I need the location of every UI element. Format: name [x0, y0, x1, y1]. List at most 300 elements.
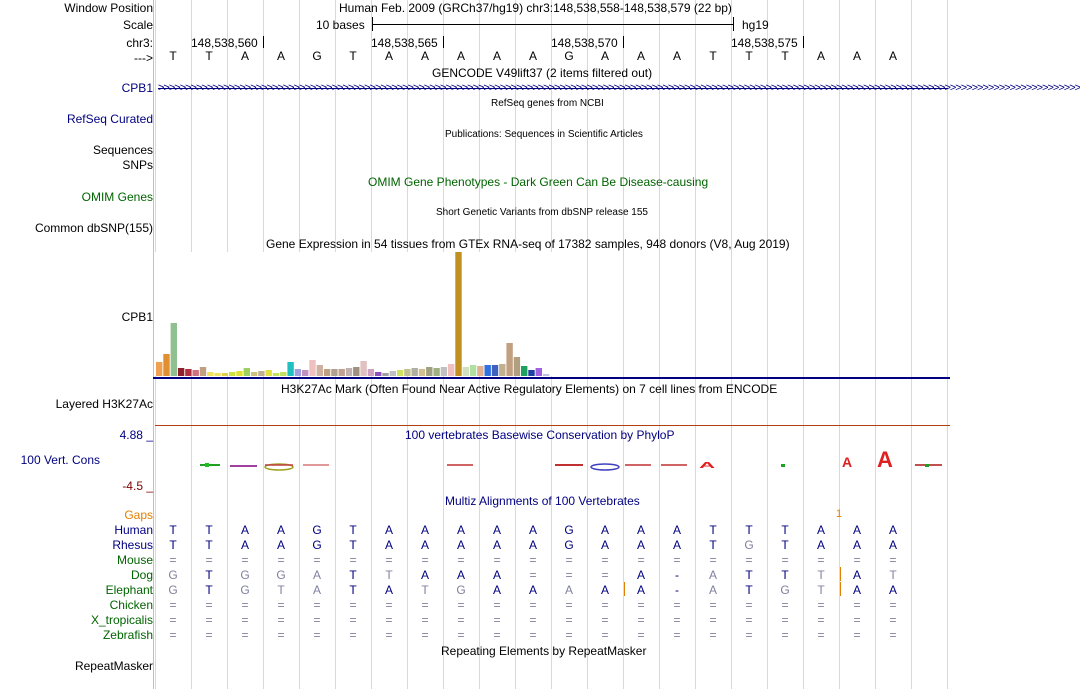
base-letter: T [745, 49, 753, 63]
ruler-tick [443, 36, 444, 48]
aligned-base: A [636, 538, 645, 552]
base-gridline [911, 0, 912, 689]
aligned-base: T [205, 523, 213, 537]
aligned-base: = [313, 553, 321, 567]
aligned-base: T [349, 583, 357, 597]
aligned-base: = [709, 613, 717, 627]
species-label[interactable]: Mouse [116, 553, 153, 567]
aligned-base: = [241, 613, 249, 627]
dbsnp-track-title[interactable]: Short Genetic Variants from dbSNP release 155 [436, 207, 648, 218]
aligned-base: = [205, 598, 213, 612]
repeatmasker-track-label[interactable]: RepeatMasker [74, 659, 153, 673]
base-letter: T [205, 49, 213, 63]
gtex-tissue-bar[interactable] [397, 370, 403, 376]
gtex-tissue-bar[interactable] [470, 365, 476, 376]
aligned-base: = [169, 598, 177, 612]
aligned-base: T [817, 583, 825, 597]
aligned-base: T [745, 583, 753, 597]
aligned-base: G [276, 568, 286, 582]
aligned-base: = [889, 628, 897, 642]
aligned-base: = [205, 628, 213, 642]
aligned-base: A [600, 538, 609, 552]
aligned-base: = [637, 628, 645, 642]
aligned-base: = [817, 613, 825, 627]
aligned-base: T [781, 568, 789, 582]
gtex-tissue-bar[interactable] [287, 362, 293, 376]
aligned-base: = [169, 628, 177, 642]
gtex-tissue-bar[interactable] [353, 367, 359, 376]
base-letter: A [816, 49, 825, 63]
aligned-base: = [457, 553, 465, 567]
aligned-base: A [492, 538, 501, 552]
aligned-base: = [853, 553, 861, 567]
aligned-base: = [313, 613, 321, 627]
gtex-bar-chart[interactable] [155, 252, 575, 378]
aligned-base: A [276, 538, 285, 552]
aligned-base: = [673, 553, 681, 567]
gtex-tissue-bar[interactable] [207, 372, 213, 376]
aligned-base: A [600, 583, 609, 597]
aligned-base: = [601, 598, 609, 612]
snps-track-label[interactable]: SNPs [122, 158, 153, 172]
aligned-base: T [169, 523, 177, 537]
aligned-base: = [637, 553, 645, 567]
sequences-track-label[interactable]: Sequences [92, 143, 153, 157]
gtex-track-label[interactable]: CPB1 [121, 310, 153, 324]
aligned-base: = [673, 613, 681, 627]
aligned-base: = [781, 553, 789, 567]
gtex-tissue-bar[interactable] [543, 374, 549, 376]
aligned-base: = [745, 628, 753, 642]
aligned-base: = [277, 553, 285, 567]
base-letter: A [456, 49, 465, 63]
aligned-base: T [889, 568, 897, 582]
gtex-tissue-bar[interactable] [463, 367, 469, 376]
gtex-tissue-bar[interactable] [426, 367, 432, 376]
aligned-base: T [817, 568, 825, 582]
aligned-base: T [421, 583, 429, 597]
gencode-track-label[interactable]: CPB1 [121, 81, 153, 95]
aligned-base: A [672, 523, 681, 537]
gtex-tissue-bar[interactable] [244, 368, 250, 376]
aligned-base: = [601, 568, 609, 582]
publications-track-title[interactable]: Publications: Sequences in Scientific Articles [445, 129, 643, 140]
insertion-marker [624, 582, 625, 596]
aligned-base: A [852, 523, 861, 537]
aligned-base: = [457, 613, 465, 627]
aligned-base: A [384, 523, 393, 537]
gtex-tissue-bar[interactable] [266, 370, 272, 376]
aligned-base: = [745, 553, 753, 567]
gtex-tissue-bar[interactable] [193, 370, 199, 376]
gtex-tissue-bar[interactable] [514, 357, 520, 376]
aligned-base: A [384, 583, 393, 597]
gap-count-mark: 1 [836, 508, 843, 520]
h3k27ac-track-label[interactable]: Layered H3K27Ac [55, 397, 153, 411]
gtex-tissue-bar[interactable] [171, 323, 177, 376]
gtex-tissue-bar[interactable] [222, 373, 228, 376]
aligned-base: = [277, 628, 285, 642]
aligned-base: A [240, 523, 249, 537]
aligned-base: = [565, 628, 573, 642]
aligned-base: T [745, 568, 753, 582]
window-position-label: Window Position [64, 1, 153, 15]
gtex-tissue-bar[interactable] [156, 362, 162, 376]
aligned-base: T [781, 538, 789, 552]
base-letter: T [709, 49, 717, 63]
aligned-base: A [888, 523, 897, 537]
base-gridline [947, 0, 948, 689]
aligned-base: G [240, 568, 250, 582]
aligned-base: = [565, 553, 573, 567]
aligned-base: = [637, 598, 645, 612]
aligned-base: = [349, 553, 357, 567]
gtex-tissue-bar[interactable] [163, 354, 169, 376]
gtex-tissue-bar[interactable] [412, 368, 418, 376]
species-label[interactable]: Elephant [105, 583, 153, 597]
aligned-base: T [277, 583, 285, 597]
gtex-tissue-bar[interactable] [528, 370, 534, 376]
aligned-base: = [529, 568, 537, 582]
gtex-tissue-bar[interactable] [441, 367, 447, 376]
base-letter: A [600, 49, 609, 63]
gtex-tissue-bar[interactable] [492, 365, 498, 376]
phylop-track-label[interactable]: 100 Vert. Cons [20, 453, 100, 467]
label-divider [153, 0, 154, 689]
omim-track-label[interactable]: OMIM Genes [81, 190, 153, 204]
h3k27ac-track-title[interactable]: H3K27Ac Mark (Often Found Near Active Regulatory Elements) on 7 cell lines from ENCODE [281, 382, 778, 396]
species-label[interactable]: Zebrafish [102, 628, 153, 642]
base-letter: A [384, 49, 393, 63]
gtex-tissue-bar[interactable] [214, 373, 220, 376]
gtex-tissue-bar[interactable] [229, 372, 235, 376]
insertion-marker [840, 582, 841, 596]
omim-track-title[interactable]: OMIM Gene Phenotypes - Dark Green Can Be Disease-causing [368, 175, 709, 189]
aligned-base: A [636, 523, 645, 537]
base-letter: A [420, 49, 429, 63]
aligned-base: A [312, 568, 321, 582]
aligned-base: G [744, 538, 754, 552]
base-letter: A [240, 49, 249, 63]
aligned-base: A [816, 523, 825, 537]
species-label[interactable]: Human [114, 523, 153, 537]
aligned-base: = [745, 613, 753, 627]
aligned-base: = [313, 628, 321, 642]
track-separator [153, 377, 950, 379]
aligned-base: = [601, 628, 609, 642]
aligned-base: A [852, 568, 861, 582]
phylop-track-title[interactable]: 100 vertebrates Basewise Conservation by PhyloP [405, 428, 675, 442]
aligned-base: A [708, 568, 717, 582]
aligned-base: = [493, 553, 501, 567]
gtex-tissue-bar[interactable] [375, 372, 381, 376]
aligned-base: = [817, 553, 825, 567]
dbsnp-track-label[interactable]: Common dbSNP(155) [34, 221, 153, 235]
scale-bar-right-tick [733, 17, 734, 31]
species-label[interactable]: Dog [130, 568, 153, 582]
refseq-track-title[interactable]: RefSeq genes from NCBI [491, 98, 604, 109]
aligned-base: = [889, 553, 897, 567]
gene-cpb1-feature[interactable]: >>>>>>>>>>>>>>>>>>>>>>>>>>>>>>>>>>>>>>>>>>>>>>>>>>>>>>>>>>>>>>>>>>>>>>>>>>>>>>>>>>>>>>>>>>>>>>>>>>>>>>>>>>>>>>>>>>>>>>>>>>>>>>>>>>>>>>>>>>>>>>>>>>>>>>>>>>>>>>>>>>>>>>>>>> [158, 82, 1080, 94]
aligned-base: = [529, 613, 537, 627]
gtex-tissue-bar[interactable] [280, 372, 286, 376]
gtex-tissue-bar[interactable] [477, 366, 483, 376]
gtex-tissue-bar[interactable] [317, 365, 323, 376]
aligned-base: G [456, 583, 466, 597]
base-letter: A [276, 49, 285, 63]
aligned-base: = [385, 613, 393, 627]
gtex-tissue-bar[interactable] [360, 361, 366, 376]
aligned-base: = [709, 628, 717, 642]
repeatmasker-track-title[interactable]: Repeating Elements by RepeatMasker [441, 644, 647, 658]
aligned-base: A [708, 583, 717, 597]
aligned-base: = [457, 598, 465, 612]
aligned-base: = [241, 628, 249, 642]
aligned-base: = [529, 628, 537, 642]
base-letter: A [636, 49, 645, 63]
aligned-base: T [349, 523, 357, 537]
svg-text:A: A [877, 447, 893, 472]
svg-text:A: A [842, 454, 853, 470]
ruler-tick [803, 36, 804, 48]
aligned-base: = [277, 598, 285, 612]
aligned-base: = [673, 598, 681, 612]
svg-text:A: A [698, 460, 716, 470]
aligned-base: = [889, 598, 897, 612]
gtex-tissue-bar[interactable] [433, 368, 439, 376]
aligned-base: T [205, 583, 213, 597]
base-letter: G [312, 49, 322, 63]
phylop-max-label: 4.88 _ [119, 428, 153, 442]
h3k27ac-signal-line [155, 425, 950, 426]
aligned-base: = [493, 613, 501, 627]
aligned-base: A [456, 568, 465, 582]
aligned-base: = [169, 613, 177, 627]
aligned-base: = [709, 598, 717, 612]
aligned-base: T [745, 523, 753, 537]
phylop-min-label: -4.5 _ [122, 479, 153, 493]
aligned-base: = [385, 553, 393, 567]
gtex-tissue-bar[interactable] [536, 368, 542, 376]
gtex-tissue-bar[interactable] [346, 368, 352, 376]
gtex-tissue-bar[interactable] [302, 370, 308, 376]
aligned-base: = [565, 568, 573, 582]
aligned-base: A [384, 538, 393, 552]
aligned-base: = [565, 613, 573, 627]
base-letter: A [888, 49, 897, 63]
aligned-base: = [781, 598, 789, 612]
scale-text: 10 bases [316, 18, 365, 32]
aligned-base: T [205, 538, 213, 552]
scale-bar [372, 24, 733, 25]
aligned-base: = [709, 553, 717, 567]
gtex-tissue-bar[interactable] [382, 373, 388, 376]
gtex-tissue-bar[interactable] [448, 364, 454, 376]
aligned-base: G [168, 568, 178, 582]
aligned-base: = [349, 613, 357, 627]
aligned-base: G [168, 583, 178, 597]
aligned-base: = [817, 628, 825, 642]
aligned-base: = [169, 553, 177, 567]
aligned-base: = [313, 598, 321, 612]
aligned-base: = [853, 613, 861, 627]
aligned-base: - [675, 583, 679, 597]
aligned-base: = [889, 613, 897, 627]
aligned-base: = [853, 598, 861, 612]
gtex-tissue-bar[interactable] [485, 365, 491, 376]
gtex-tissue-bar[interactable] [258, 371, 264, 376]
gtex-tissue-bar[interactable] [273, 373, 279, 376]
aligned-base: = [385, 598, 393, 612]
aligned-base: T [709, 538, 717, 552]
aligned-base: A [636, 568, 645, 582]
aligned-base: G [564, 538, 574, 552]
aligned-base: = [241, 598, 249, 612]
aligned-base: T [781, 523, 789, 537]
aligned-base: = [205, 613, 213, 627]
aligned-base: = [637, 613, 645, 627]
gtex-tissue-bar[interactable] [499, 364, 505, 376]
base-letter: A [528, 49, 537, 63]
aligned-base: G [312, 538, 322, 552]
aligned-base: T [349, 538, 357, 552]
scale-bar-left-tick [372, 17, 373, 31]
aligned-base: T [205, 568, 213, 582]
aligned-base: A [852, 583, 861, 597]
strand-label: ---> [134, 51, 153, 65]
aligned-base: = [493, 628, 501, 642]
gtex-track-title[interactable]: Gene Expression in 54 tissues from GTEx RNA-seq of 17382 samples, 948 donors (V8, Aug 2019) [266, 237, 790, 251]
base-letter: T [349, 49, 357, 63]
gtex-tissue-bar[interactable] [368, 369, 374, 376]
aligned-base: A [492, 523, 501, 537]
aligned-base: = [781, 628, 789, 642]
aligned-base: G [780, 583, 790, 597]
aligned-base: = [565, 598, 573, 612]
aligned-base: A [528, 523, 537, 537]
aligned-base: = [421, 613, 429, 627]
base-letter: A [492, 49, 501, 63]
aligned-base: = [205, 553, 213, 567]
aligned-base: A [312, 583, 321, 597]
aligned-base: - [675, 568, 679, 582]
gtex-tissue-bar[interactable] [339, 369, 345, 376]
gencode-track-title[interactable]: GENCODE V49lift37 (2 items filtered out) [432, 66, 653, 80]
aligned-base: G [312, 523, 322, 537]
aligned-base: = [781, 613, 789, 627]
aligned-base: = [529, 553, 537, 567]
aligned-base: A [672, 538, 681, 552]
aligned-base: = [493, 598, 501, 612]
aligned-base: = [601, 553, 609, 567]
species-label[interactable]: Chicken [109, 598, 153, 612]
aligned-base: A [888, 538, 897, 552]
aligned-base: A [888, 583, 897, 597]
aligned-base: A [636, 583, 645, 597]
chr-label: chr3: [126, 36, 153, 50]
aligned-base: = [421, 628, 429, 642]
base-letter: G [564, 49, 574, 63]
aligned-base: T [169, 538, 177, 552]
gtex-tissue-bar[interactable] [404, 369, 410, 376]
aligned-base: T [349, 568, 357, 582]
assembly-position-text[interactable]: Human Feb. 2009 (GRCh37/hg19) chr3:148,538,558-148,538,579 (22 bp) [339, 1, 732, 15]
aligned-base: = [241, 553, 249, 567]
species-label[interactable]: X_tropicalis [90, 613, 153, 627]
base-letter: T [781, 49, 789, 63]
aligned-base: A [492, 583, 501, 597]
refseq-track-label[interactable]: RefSeq Curated [66, 112, 153, 126]
aligned-base: = [529, 598, 537, 612]
gtex-tissue-bar[interactable] [331, 369, 337, 376]
aligned-base: A [456, 538, 465, 552]
gtex-tissue-bar[interactable] [251, 372, 257, 376]
gtex-tissue-bar[interactable] [236, 371, 242, 376]
gtex-tissue-bar[interactable] [295, 369, 301, 376]
base-letter: A [852, 49, 861, 63]
aligned-base: A [420, 523, 429, 537]
multiz-track-title[interactable]: Multiz Alignments of 100 Vertebrates [445, 494, 640, 508]
gtex-tissue-bar[interactable] [455, 252, 461, 376]
aligned-base: = [349, 628, 357, 642]
aligned-base: = [745, 598, 753, 612]
gtex-tissue-bar[interactable] [506, 343, 512, 376]
aligned-base: = [421, 598, 429, 612]
gtex-tissue-bar[interactable] [309, 360, 315, 376]
aligned-base: = [457, 628, 465, 642]
aligned-base: A [528, 538, 537, 552]
gtex-tissue-bar[interactable] [185, 369, 191, 376]
aligned-base: = [601, 613, 609, 627]
aligned-base: A [852, 538, 861, 552]
gtex-tissue-bar[interactable] [178, 368, 184, 376]
aligned-base: G [240, 583, 250, 597]
aligned-base: A [600, 523, 609, 537]
ruler-tick-label: 148,538,575 [731, 36, 798, 50]
ruler-tick [263, 36, 264, 48]
base-letter: T [169, 49, 177, 63]
aligned-base: = [349, 598, 357, 612]
aligned-base: A [240, 538, 249, 552]
aligned-base: T [385, 568, 393, 582]
aligned-base: A [564, 583, 573, 597]
insertion-marker [840, 567, 841, 581]
gtex-tissue-bar[interactable] [324, 369, 330, 376]
aligned-base: = [277, 613, 285, 627]
aligned-base: G [564, 523, 574, 537]
ruler-tick-label: 148,538,560 [191, 36, 258, 50]
phylop-logo[interactable] [155, 448, 950, 478]
ruler-tick-label: 148,538,565 [371, 36, 438, 50]
gtex-tissue-bar[interactable] [390, 371, 396, 376]
aligned-base: A [492, 568, 501, 582]
aligned-base: A [276, 523, 285, 537]
aligned-base: T [709, 523, 717, 537]
gaps-label[interactable]: Gaps [124, 508, 153, 522]
gtex-tissue-bar[interactable] [419, 369, 425, 376]
aligned-base: = [853, 628, 861, 642]
base-letter: A [672, 49, 681, 63]
ruler-tick [623, 36, 624, 48]
aligned-base: A [528, 583, 537, 597]
aligned-base: = [421, 553, 429, 567]
scale-db-label: hg19 [742, 18, 769, 32]
species-label[interactable]: Rhesus [112, 538, 153, 552]
gtex-tissue-bar[interactable] [521, 366, 527, 376]
aligned-base: A [420, 568, 429, 582]
aligned-base: A [816, 538, 825, 552]
gtex-tissue-bar[interactable] [200, 367, 206, 376]
